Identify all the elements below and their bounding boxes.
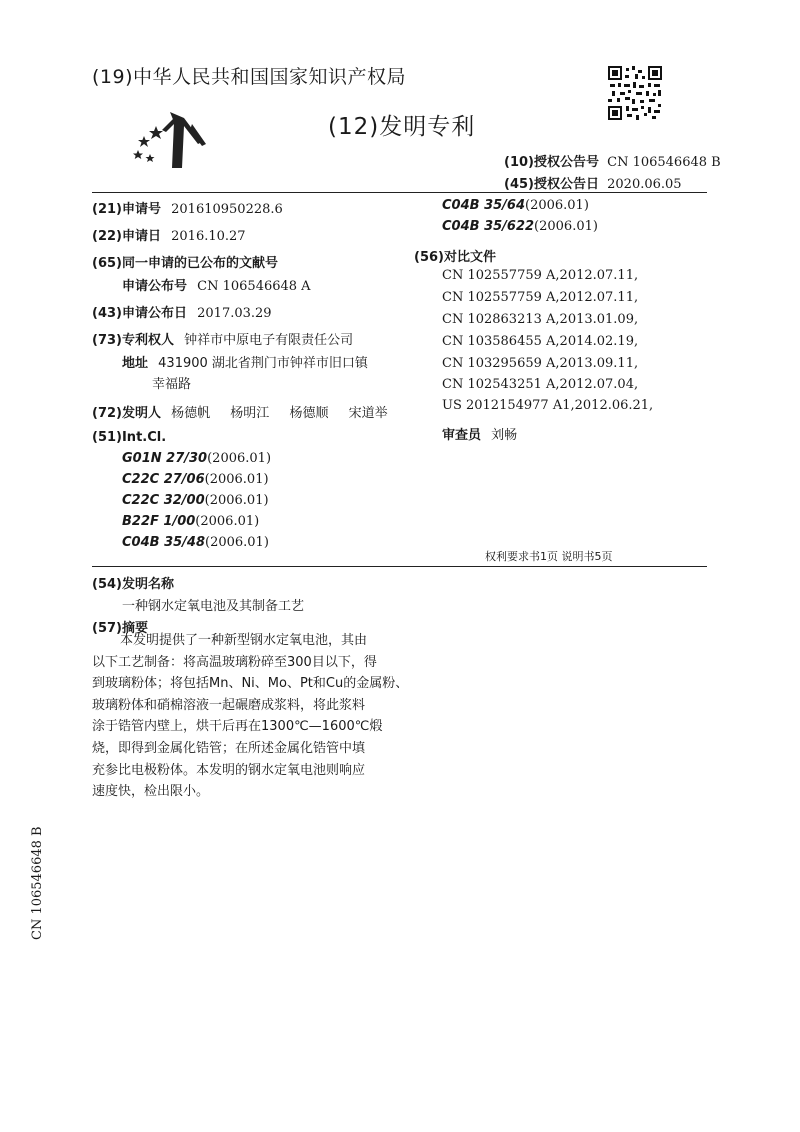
refs-label: (56)对比文件 bbox=[414, 250, 496, 265]
pub-no-label: 申请公布号 bbox=[122, 279, 188, 294]
abstract-body bbox=[92, 630, 422, 803]
app-date-label: (22)申请日 bbox=[92, 229, 161, 244]
grant-date-row bbox=[504, 173, 682, 192]
ref-item: CN 102557759 A,2012.07.11, bbox=[442, 290, 639, 305]
intcl-version: (2006.01) bbox=[195, 514, 260, 529]
abstract-line: 速度快，检出限小。 bbox=[92, 784, 210, 800]
intcl-item bbox=[122, 493, 269, 508]
address-label: 地址 bbox=[122, 356, 149, 371]
patentee-label: (73)专利权人 bbox=[92, 333, 174, 348]
intcl-code: C04B 35/48 bbox=[122, 535, 205, 550]
examiner: 刘畅 bbox=[491, 428, 518, 443]
intcl-code: C22C 27/06 bbox=[122, 472, 205, 487]
intcl-version: (2006.01) bbox=[525, 198, 589, 213]
inventor: 杨德帆 bbox=[171, 406, 211, 421]
abstract-line: 烧，即得到金属化锆管；在所述金属化锆管中填 bbox=[92, 740, 366, 756]
pub-date-label: (43)申请公布日 bbox=[92, 306, 187, 321]
abstract-line: 以下工艺制备：将高温玻璃粉碎至300目以下，得 bbox=[92, 654, 377, 670]
header-divider bbox=[92, 192, 707, 193]
intcl-code: B22F 1/00 bbox=[122, 514, 196, 529]
address-line2: 幸福路 bbox=[152, 377, 192, 392]
pub-date-row bbox=[92, 302, 272, 321]
intcl-version: (2006.01) bbox=[534, 219, 598, 234]
intcl-version: (2006.01) bbox=[204, 493, 269, 508]
patentee-row bbox=[92, 329, 353, 348]
address-row bbox=[122, 352, 368, 371]
pub-no: CN 106546648 A bbox=[197, 279, 311, 294]
intcl-version: (2006.01) bbox=[207, 451, 272, 466]
intcl-version: (2006.01) bbox=[204, 472, 269, 487]
intcl-code: G01N 27/30 bbox=[122, 451, 208, 466]
grant-date-label: (45)授权公告日 bbox=[504, 177, 599, 192]
abstract-line: 本发明提供了一种新型钢水定氧电池，其由 bbox=[120, 633, 368, 648]
intcl-item bbox=[122, 472, 269, 487]
abstract-line: 涂于锆管内壁上，烘干后再在1300℃—1600℃煅 bbox=[92, 719, 383, 735]
intcl-version: (2006.01) bbox=[205, 535, 269, 550]
inventor: 宋道举 bbox=[348, 406, 388, 421]
office-name: (19)中华人民共和国国家知识产权局 bbox=[92, 66, 407, 88]
intcl-item bbox=[442, 219, 598, 234]
intcl-item bbox=[122, 514, 259, 529]
examiner-row bbox=[442, 424, 517, 443]
inventor: 杨明江 bbox=[230, 406, 270, 421]
intcl-item bbox=[122, 535, 269, 550]
ref-item: CN 102863213 A,2013.01.09, bbox=[442, 312, 639, 327]
cnipa-logo bbox=[126, 108, 210, 172]
intcl-code: C04B 35/64 bbox=[442, 198, 525, 213]
ref-item: CN 102543251 A,2012.07.04, bbox=[442, 377, 639, 392]
intcl-code: C22C 32/00 bbox=[122, 493, 205, 508]
grant-pub-no-label: (10)授权公告号 bbox=[504, 155, 599, 170]
grant-pub-no-row bbox=[504, 151, 721, 170]
invention-title: 一种钢水定氧电池及其制备工艺 bbox=[122, 599, 305, 614]
ref-item: CN 102557759 A,2012.07.11, bbox=[442, 268, 639, 283]
prior-pub-label: (65)同一申请的已公布的文献号 bbox=[92, 256, 278, 271]
side-patent-number: CN 106546648 B bbox=[30, 826, 45, 940]
doc-type: (12)发明专利 bbox=[328, 114, 476, 140]
app-no-label: (21)申请号 bbox=[92, 202, 161, 217]
patentee: 钟祥市中原电子有限责任公司 bbox=[184, 333, 354, 348]
inventors-label: (72)发明人 bbox=[92, 406, 161, 421]
examiner-label: 审查员 bbox=[442, 428, 482, 443]
app-no-row bbox=[92, 198, 283, 217]
title-label: (54)发明名称 bbox=[92, 577, 174, 592]
abstract-label: (57)摘要 bbox=[92, 621, 148, 636]
grant-date: 2020.06.05 bbox=[607, 177, 682, 192]
pages-note: 权利要求书1页 说明书5页 bbox=[485, 550, 613, 563]
pub-date: 2017.03.29 bbox=[197, 306, 272, 321]
intcl-item bbox=[122, 451, 271, 466]
app-no: 201610950228.6 bbox=[171, 202, 283, 217]
app-date-row bbox=[92, 225, 246, 244]
inventor: 杨德顺 bbox=[289, 406, 329, 421]
ref-item: US 2012154977 A1,2012.06.21, bbox=[442, 398, 654, 413]
intcl-item bbox=[442, 198, 589, 213]
ref-item: CN 103295659 A,2013.09.11, bbox=[442, 356, 639, 371]
abstract-line: 充参比电极粉体。本发明的钢水定氧电池则响应 bbox=[92, 762, 366, 778]
grant-pub-no: CN 106546648 B bbox=[607, 155, 721, 170]
intcl-code: C04B 35/622 bbox=[442, 219, 535, 234]
pub-no-row bbox=[122, 275, 311, 294]
intcl-label: (51)Int.Cl. bbox=[92, 430, 167, 445]
app-date: 2016.10.27 bbox=[171, 229, 246, 244]
abstract-line: 到玻璃粉体；将包括Mn、Ni、Mo、Pt和Cu的金属粉、 bbox=[92, 676, 409, 692]
address-line1: 431900 湖北省荆门市钟祥市旧口镇 bbox=[158, 356, 368, 371]
abstract-line: 玻璃粉体和硝棉溶液一起碾磨成浆料，将此浆料 bbox=[92, 697, 366, 713]
ref-item: CN 103586455 A,2014.02.19, bbox=[442, 334, 639, 349]
qr-code bbox=[608, 66, 662, 120]
section-divider bbox=[92, 566, 707, 567]
inventors-row bbox=[92, 402, 388, 421]
